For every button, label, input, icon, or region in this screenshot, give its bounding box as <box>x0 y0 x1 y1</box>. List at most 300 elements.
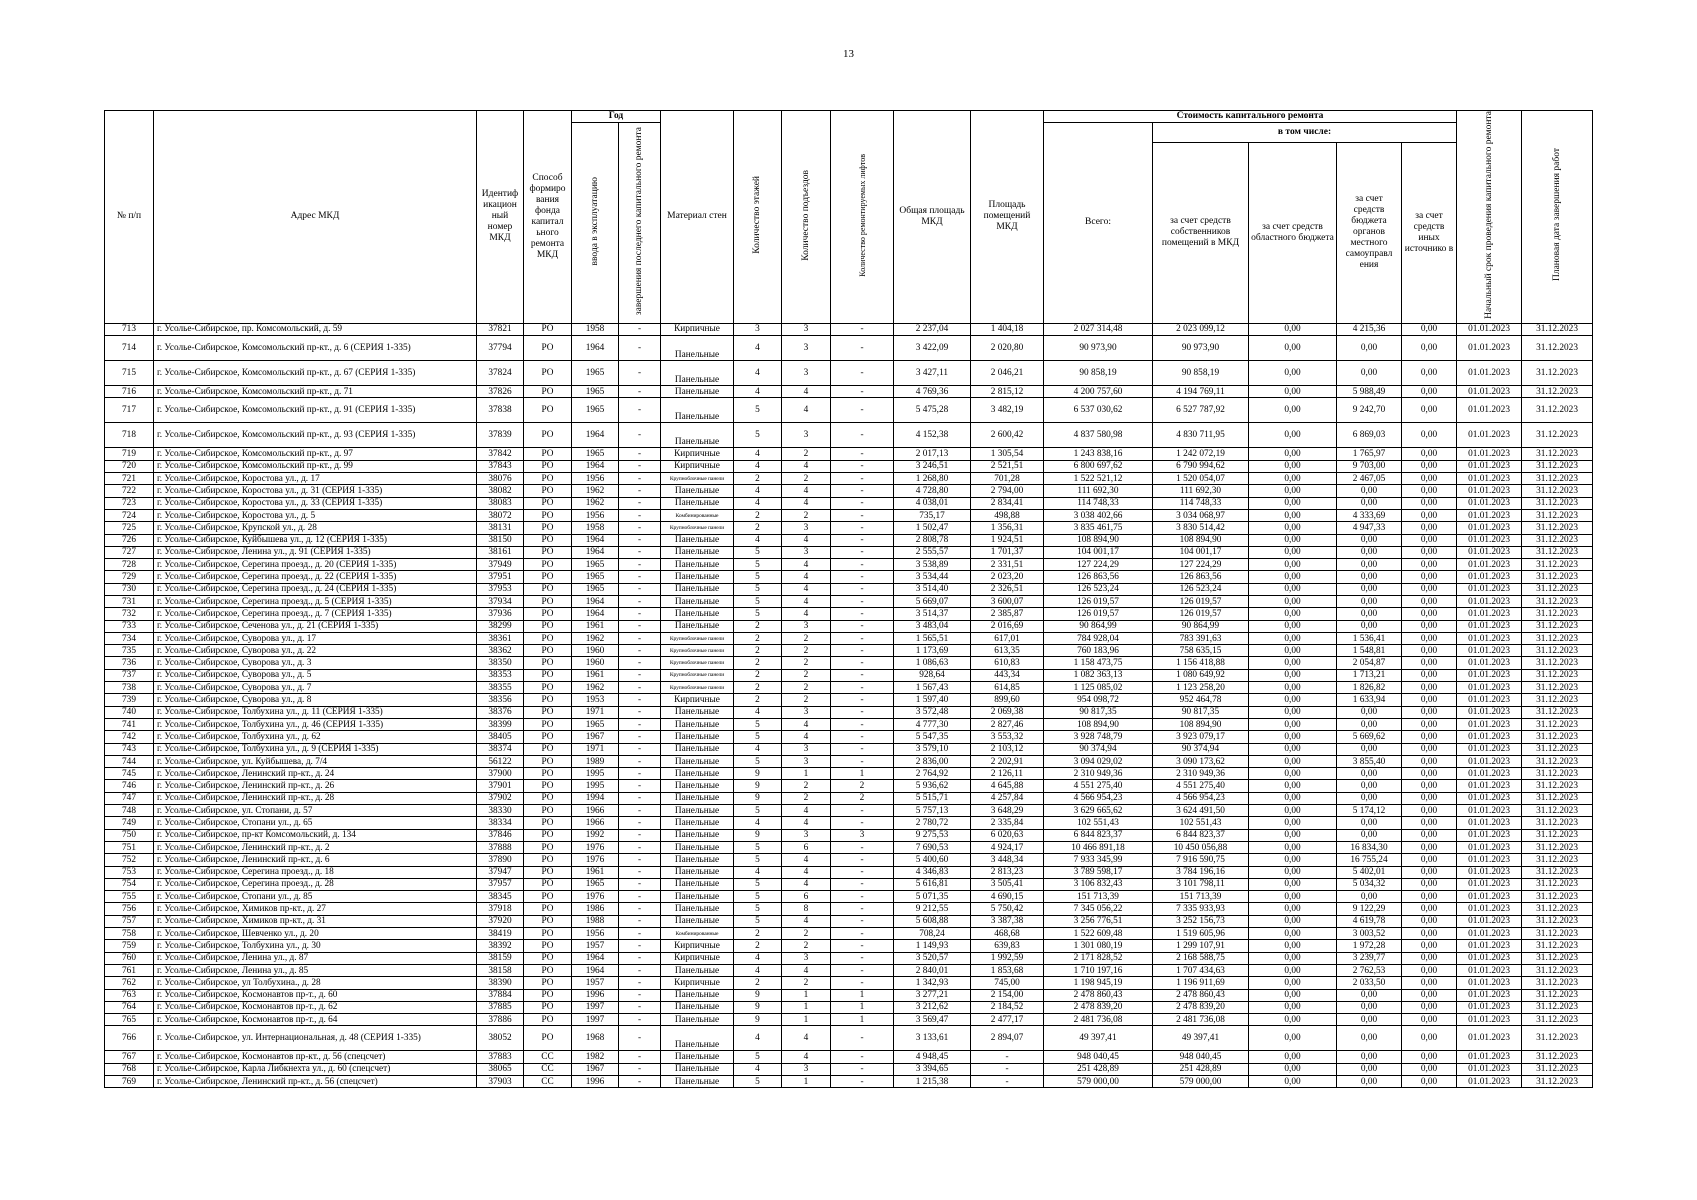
table-cell: 1986 <box>572 903 619 915</box>
table-cell: 2 126,11 <box>971 768 1044 780</box>
table-cell: 5 <box>734 854 782 866</box>
table-cell: 749 <box>105 817 154 829</box>
table-cell: 01.01.2023 <box>1457 1051 1522 1063</box>
table-cell: - <box>831 915 894 927</box>
table-cell: 0,00 <box>1249 940 1337 952</box>
table-cell: 4 <box>782 583 831 595</box>
table-cell: 31.12.2023 <box>1522 657 1593 669</box>
table-cell: 4 <box>734 866 782 878</box>
table-cell: г. Усолье-Сибирское, Толбухина ул., д. 9 (СЕРИЯ 1-335) <box>154 743 477 755</box>
table-cell: 0,00 <box>1249 854 1337 866</box>
table-cell: - <box>619 1001 661 1013</box>
table-cell: 741 <box>105 718 154 730</box>
table-cell: - <box>831 497 894 509</box>
table-cell: 0,00 <box>1337 817 1402 829</box>
table-row <box>105 706 1593 718</box>
table-cell: 3 038 402,66 <box>1044 509 1153 521</box>
table-cell: Крупноблочные панели <box>661 682 734 694</box>
table-cell: РО <box>524 571 572 583</box>
table-cell: г. Усолье-Сибирское, Комсомольский пр-кт., д. 99 <box>154 460 477 472</box>
table-cell: 1 196 911,69 <box>1153 977 1249 989</box>
table-cell: 0,00 <box>1402 903 1457 915</box>
table-cell: 1962 <box>572 682 619 694</box>
table-cell: 9 <box>734 780 782 792</box>
table-cell: 7 345 056,22 <box>1044 903 1153 915</box>
table-cell: 31.12.2023 <box>1522 682 1593 694</box>
table-cell: 1997 <box>572 1014 619 1026</box>
table-cell: г. Усолье-Сибирское, Суворова ул., д. 8 <box>154 694 477 706</box>
table-cell: Крупноблочные панели <box>661 645 734 657</box>
table-cell: Панельные <box>661 559 734 571</box>
table-cell: г. Усолье-Сибирское, Серегина проезд., д. 5 (СЕРИЯ 1-335) <box>154 596 477 608</box>
table-cell: 2 <box>782 977 831 989</box>
table-cell: 948 040,45 <box>1044 1051 1153 1063</box>
table-cell: 5 <box>734 755 782 767</box>
table-cell: 5 <box>734 903 782 915</box>
table-cell: 0,00 <box>1249 460 1337 472</box>
table-cell: - <box>619 336 661 361</box>
table-cell: 38299 <box>477 620 524 632</box>
table-cell: 3 <box>782 706 831 718</box>
table-cell: 0,00 <box>1249 841 1337 853</box>
table-cell: 2 <box>734 645 782 657</box>
col-lifts: Количество ремонтируемых лифтов <box>831 111 894 324</box>
table-cell: 1961 <box>572 866 619 878</box>
table-cell: 1964 <box>572 336 619 361</box>
table-cell: 1996 <box>572 989 619 1001</box>
table-cell: 10 466 891,18 <box>1044 841 1153 853</box>
table-cell: 104 001,17 <box>1044 546 1153 558</box>
table-cell: 732 <box>105 608 154 620</box>
col-year-last-repair: завершения последнего капитального ремонта <box>619 123 661 324</box>
table-cell: 4 619,78 <box>1337 915 1402 927</box>
table-cell: 739 <box>105 694 154 706</box>
table-cell: Панельные <box>661 1026 734 1051</box>
table-cell: РО <box>524 817 572 829</box>
table-cell: - <box>619 805 661 817</box>
table-cell: 5 <box>734 608 782 620</box>
table-cell: 9 122,29 <box>1337 903 1402 915</box>
table-row <box>105 977 1593 989</box>
table-cell: 2 <box>831 780 894 792</box>
table-cell: 3 553,32 <box>971 731 1044 743</box>
table-cell: 1 522 521,12 <box>1044 473 1153 485</box>
table-cell: 37843 <box>477 460 524 472</box>
table-cell: 31.12.2023 <box>1522 792 1593 804</box>
table-row <box>105 423 1593 448</box>
table-cell: 3 <box>782 336 831 361</box>
table-cell: 2 477,17 <box>971 1014 1044 1026</box>
table-cell: 01.01.2023 <box>1457 497 1522 509</box>
table-cell: 31.12.2023 <box>1522 323 1593 335</box>
table-cell: 2 <box>782 645 831 657</box>
table-cell: 4 <box>782 1051 831 1063</box>
table-cell: 2 815,12 <box>971 386 1044 398</box>
table-cell: 90 817,35 <box>1153 706 1249 718</box>
table-cell: 1971 <box>572 743 619 755</box>
table-cell: 90 858,19 <box>1044 361 1153 386</box>
table-cell: 765 <box>105 1014 154 1026</box>
table-cell: 01.01.2023 <box>1457 903 1522 915</box>
table-cell: 37846 <box>477 829 524 841</box>
table-cell: 0,00 <box>1249 1051 1337 1063</box>
table-cell: 1 <box>782 989 831 1001</box>
col-method: Способ формиро вания фонда капитал ьного ремонта МКД <box>524 111 572 324</box>
table-cell: 0,00 <box>1402 1026 1457 1051</box>
table-cell: 01.01.2023 <box>1457 1026 1522 1051</box>
table-cell: - <box>831 866 894 878</box>
table-cell: 0,00 <box>1249 608 1337 620</box>
table-cell: г. Усолье-Сибирское, ул. Интернациональная, д. 48 (СЕРИЯ 1-335) <box>154 1026 477 1051</box>
table-row <box>105 645 1593 657</box>
table-cell: 38150 <box>477 534 524 546</box>
table-cell: - <box>619 559 661 571</box>
table-cell: - <box>619 1063 661 1075</box>
table-cell: Крупноблочные панели <box>661 522 734 534</box>
table-cell: 2 <box>734 473 782 485</box>
table-cell: 2 <box>734 522 782 534</box>
table-cell: г. Усолье-Сибирское, Космонавтов пр-т., д. 64 <box>154 1014 477 1026</box>
table-row <box>105 485 1593 497</box>
table-cell: - <box>619 706 661 718</box>
table-cell: Панельные <box>661 398 734 423</box>
table-cell: г. Усолье-Сибирское, Химиков пр-кт., д. 27 <box>154 903 477 915</box>
table-cell: - <box>831 878 894 890</box>
table-cell: 01.01.2023 <box>1457 657 1522 669</box>
table-cell: г. Усолье-Сибирское, Ленинский пр-кт., д. 26 <box>154 780 477 792</box>
table-cell: 31.12.2023 <box>1522 1051 1593 1063</box>
table-cell: РО <box>524 361 572 386</box>
table-cell: 1962 <box>572 632 619 644</box>
table-cell: 2 600,42 <box>971 423 1044 448</box>
table-cell: 37953 <box>477 583 524 595</box>
table-cell: 0,00 <box>1249 386 1337 398</box>
table-cell: Панельные <box>661 878 734 890</box>
table-cell: 2 326,51 <box>971 583 1044 595</box>
table-cell: - <box>831 977 894 989</box>
table-cell: 1956 <box>572 509 619 521</box>
table-cell: 4 <box>782 559 831 571</box>
table-cell: 114 748,33 <box>1153 497 1249 509</box>
table-cell: 5 475,28 <box>894 398 971 423</box>
table-cell: 1 701,37 <box>971 546 1044 558</box>
table-cell: 1960 <box>572 657 619 669</box>
table-cell: 3 239,77 <box>1337 952 1402 964</box>
table-cell: 49 397,41 <box>1153 1026 1249 1051</box>
table-cell: г. Усолье-Сибирское, Суворова ул., д. 7 <box>154 682 477 694</box>
table-cell: 1976 <box>572 891 619 903</box>
table-cell: 37957 <box>477 878 524 890</box>
table-row <box>105 583 1593 595</box>
table-cell: Панельные <box>661 755 734 767</box>
table-cell: г. Усолье-Сибирское, Стопани ул., д. 85 <box>154 891 477 903</box>
table-cell: - <box>619 829 661 841</box>
table-cell: 3 514,40 <box>894 583 971 595</box>
table-cell: 01.01.2023 <box>1457 891 1522 903</box>
table-cell: 1966 <box>572 805 619 817</box>
table-cell: 767 <box>105 1051 154 1063</box>
table-cell: 5 <box>734 546 782 558</box>
table-cell: 38374 <box>477 743 524 755</box>
table-cell: 4 257,84 <box>971 792 1044 804</box>
table-row <box>105 534 1593 546</box>
table-cell: 0,00 <box>1249 497 1337 509</box>
table-cell: 38334 <box>477 817 524 829</box>
table-cell: 9 275,53 <box>894 829 971 841</box>
table-cell: 38390 <box>477 977 524 989</box>
table-cell: 3 256 776,51 <box>1044 915 1153 927</box>
table-cell: 2 054,87 <box>1337 657 1402 669</box>
table-cell: г. Усолье-Сибирское, Серегина проезд., д. 24 (СЕРИЯ 1-335) <box>154 583 477 595</box>
table-cell: 0,00 <box>1402 743 1457 755</box>
table-cell: 4 <box>782 460 831 472</box>
table-cell: 31.12.2023 <box>1522 336 1593 361</box>
table-row <box>105 336 1593 361</box>
table-cell: 4 <box>782 534 831 546</box>
table-row <box>105 522 1593 534</box>
table-cell: 4 <box>782 485 831 497</box>
table-cell: - <box>619 448 661 460</box>
table-cell: - <box>831 632 894 644</box>
table-cell: РО <box>524 706 572 718</box>
table-cell: - <box>831 485 894 497</box>
table-cell: Панельные <box>661 1001 734 1013</box>
table-cell: 108 894,90 <box>1044 718 1153 730</box>
table-cell: 1995 <box>572 780 619 792</box>
table-cell: Панельные <box>661 1051 734 1063</box>
table-cell: 37883 <box>477 1051 524 1063</box>
table-cell: - <box>831 473 894 485</box>
table-cell: Панельные <box>661 571 734 583</box>
table-cell: 1957 <box>572 977 619 989</box>
table-cell: 01.01.2023 <box>1457 731 1522 743</box>
table-cell: 4 837 580,98 <box>1044 423 1153 448</box>
table-cell: 6 527 787,92 <box>1153 398 1249 423</box>
table-cell: 2 <box>782 669 831 681</box>
table-cell: 3 090 173,62 <box>1153 755 1249 767</box>
table-row <box>105 928 1593 940</box>
table-cell: РО <box>524 731 572 743</box>
col-cost-owners: за счет средств собственников помещений в МКД <box>1153 142 1249 323</box>
table-cell: 38052 <box>477 1026 524 1051</box>
table-cell: 0,00 <box>1402 964 1457 976</box>
table-cell: 1958 <box>572 522 619 534</box>
table-cell: РО <box>524 620 572 632</box>
table-cell: 2 385,87 <box>971 608 1044 620</box>
table-cell: г. Усолье-Сибирское, Коростова ул., д. 17 <box>154 473 477 485</box>
table-cell: 6 844 823,37 <box>1153 829 1249 841</box>
table-cell: 3 034 068,97 <box>1153 509 1249 521</box>
table-cell: РО <box>524 718 572 730</box>
table-cell: 4 924,17 <box>971 841 1044 853</box>
table-cell: 0,00 <box>1402 780 1457 792</box>
table-cell: 37824 <box>477 361 524 386</box>
table-cell: 1956 <box>572 928 619 940</box>
table-cell: 0,00 <box>1337 559 1402 571</box>
table-cell: 01.01.2023 <box>1457 608 1522 620</box>
table-cell: 01.01.2023 <box>1457 546 1522 558</box>
table-cell: 31.12.2023 <box>1522 1063 1593 1075</box>
table-cell: 4 566 954,23 <box>1153 792 1249 804</box>
table-cell: 2 154,00 <box>971 989 1044 1001</box>
table-cell: 1976 <box>572 854 619 866</box>
table-cell: 0,00 <box>1402 645 1457 657</box>
table-cell: - <box>831 534 894 546</box>
table-cell: РО <box>524 854 572 866</box>
table-cell: 37902 <box>477 792 524 804</box>
table-cell: 31.12.2023 <box>1522 632 1593 644</box>
table-cell: 01.01.2023 <box>1457 780 1522 792</box>
table-cell: 3 482,19 <box>971 398 1044 423</box>
table-cell: 3 <box>782 361 831 386</box>
table-cell: 0,00 <box>1249 915 1337 927</box>
table-cell: 4 <box>734 460 782 472</box>
table-cell: 750 <box>105 829 154 841</box>
table-cell: 31.12.2023 <box>1522 559 1593 571</box>
table-cell: 0,00 <box>1337 361 1402 386</box>
table-cell: РО <box>524 755 572 767</box>
table-cell: 1964 <box>572 608 619 620</box>
table-cell: 784 928,04 <box>1044 632 1153 644</box>
table-row <box>105 559 1593 571</box>
table-cell: 37886 <box>477 1014 524 1026</box>
table-cell: 37903 <box>477 1075 524 1087</box>
table-cell: 1 713,21 <box>1337 669 1402 681</box>
table-cell: - <box>619 731 661 743</box>
table-cell: 1 <box>782 1001 831 1013</box>
table-cell: 01.01.2023 <box>1457 915 1522 927</box>
table-cell: - <box>619 546 661 558</box>
table-cell: 2 840,01 <box>894 964 971 976</box>
table-cell: 6 020,63 <box>971 829 1044 841</box>
table-cell: - <box>831 1075 894 1087</box>
table-cell: 1956 <box>572 473 619 485</box>
table-cell: 0,00 <box>1249 534 1337 546</box>
table-cell: 5 547,35 <box>894 731 971 743</box>
table-cell: 4 <box>734 485 782 497</box>
table-cell: 31.12.2023 <box>1522 497 1593 509</box>
table-cell: 722 <box>105 485 154 497</box>
table-cell: - <box>831 571 894 583</box>
table-cell: г. Усолье-Сибирское, Толбухина ул., д. 11 (СЕРИЯ 1-335) <box>154 706 477 718</box>
table-cell: 0,00 <box>1402 1063 1457 1075</box>
table-cell: 2 202,91 <box>971 755 1044 767</box>
table-cell: 2 <box>782 509 831 521</box>
table-cell: РО <box>524 694 572 706</box>
table-cell: 1 268,80 <box>894 473 971 485</box>
table-cell: - <box>619 854 661 866</box>
table-cell: 0,00 <box>1249 731 1337 743</box>
table-cell: 2 046,21 <box>971 361 1044 386</box>
table-cell: 0,00 <box>1249 398 1337 423</box>
table-cell: 1 080 649,92 <box>1153 669 1249 681</box>
table-cell: 745,00 <box>971 977 1044 989</box>
table-cell: 31.12.2023 <box>1522 522 1593 534</box>
table-cell: 1965 <box>572 571 619 583</box>
table-cell: 4 551 275,40 <box>1153 780 1249 792</box>
table-cell: 4 777,30 <box>894 718 971 730</box>
table-cell: 1967 <box>572 731 619 743</box>
table-cell: 3 534,44 <box>894 571 971 583</box>
table-cell: 2 171 828,52 <box>1044 952 1153 964</box>
table-cell: 31.12.2023 <box>1522 780 1593 792</box>
table-cell: - <box>831 1063 894 1075</box>
table-cell: 126 863,56 <box>1153 571 1249 583</box>
table-row <box>105 657 1593 669</box>
table-cell: 1965 <box>572 583 619 595</box>
table-cell: 1958 <box>572 323 619 335</box>
table-cell: 31.12.2023 <box>1522 903 1593 915</box>
table-cell: 769 <box>105 1075 154 1087</box>
table-cell: 0,00 <box>1402 805 1457 817</box>
table-cell: 752 <box>105 854 154 866</box>
table-row <box>105 792 1593 804</box>
table-cell: 3 569,47 <box>894 1014 971 1026</box>
table-cell: 3 106 832,43 <box>1044 878 1153 890</box>
table-cell: 716 <box>105 386 154 398</box>
table-cell: - <box>619 952 661 964</box>
table-cell: РО <box>524 964 572 976</box>
table-cell: г. Усолье-Сибирское, Комсомольский пр-кт., д. 6 (СЕРИЯ 1-335) <box>154 336 477 361</box>
table-cell: 1960 <box>572 645 619 657</box>
table-cell: Панельные <box>661 423 734 448</box>
table-cell: 0,00 <box>1249 952 1337 964</box>
table-cell: 38345 <box>477 891 524 903</box>
table-cell: 01.01.2023 <box>1457 423 1522 448</box>
table-cell: 4 <box>782 731 831 743</box>
table-cell: 5 <box>734 423 782 448</box>
table-cell: Панельные <box>661 989 734 1001</box>
table-cell: Панельные <box>661 361 734 386</box>
table-cell: 3 133,61 <box>894 1026 971 1051</box>
table-cell: Панельные <box>661 620 734 632</box>
table-cell: - <box>619 915 661 927</box>
table-cell: 2 331,51 <box>971 559 1044 571</box>
table-cell: 1 597,40 <box>894 694 971 706</box>
table-cell: 01.01.2023 <box>1457 940 1522 952</box>
table-cell: - <box>619 608 661 620</box>
table-cell: - <box>619 632 661 644</box>
table-row <box>105 361 1593 386</box>
table-cell: 3 <box>782 952 831 964</box>
table-cell: 0,00 <box>1402 485 1457 497</box>
table-cell: РО <box>524 866 572 878</box>
table-cell: Панельные <box>661 731 734 743</box>
table-cell: Крупноблочные панели <box>661 669 734 681</box>
table-cell: 6 537 030,62 <box>1044 398 1153 423</box>
table-row <box>105 964 1593 976</box>
table-cell: Панельные <box>661 706 734 718</box>
table-cell: 0,00 <box>1249 361 1337 386</box>
table-cell: г. Усолье-Сибирское, Шевченко ул., д. 20 <box>154 928 477 940</box>
col-total-area: Общая площадь МКД <box>894 111 971 324</box>
table-cell: 1965 <box>572 878 619 890</box>
table-cell: - <box>619 682 661 694</box>
table-cell: 01.01.2023 <box>1457 743 1522 755</box>
table-cell: 733 <box>105 620 154 632</box>
table-cell: 1996 <box>572 1075 619 1087</box>
table-cell: 2 023,20 <box>971 571 1044 583</box>
table-cell: г. Усолье-Сибирское, Комсомольский пр-кт., д. 71 <box>154 386 477 398</box>
table-cell: 1965 <box>572 386 619 398</box>
table-cell: - <box>619 1026 661 1051</box>
table-cell: - <box>619 522 661 534</box>
table-cell: 1957 <box>572 940 619 952</box>
table-cell: 31.12.2023 <box>1522 829 1593 841</box>
table-cell: РО <box>524 977 572 989</box>
table-cell: 0,00 <box>1402 718 1457 730</box>
table-cell: г. Усолье-Сибирское, Толбухина ул., д. 30 <box>154 940 477 952</box>
